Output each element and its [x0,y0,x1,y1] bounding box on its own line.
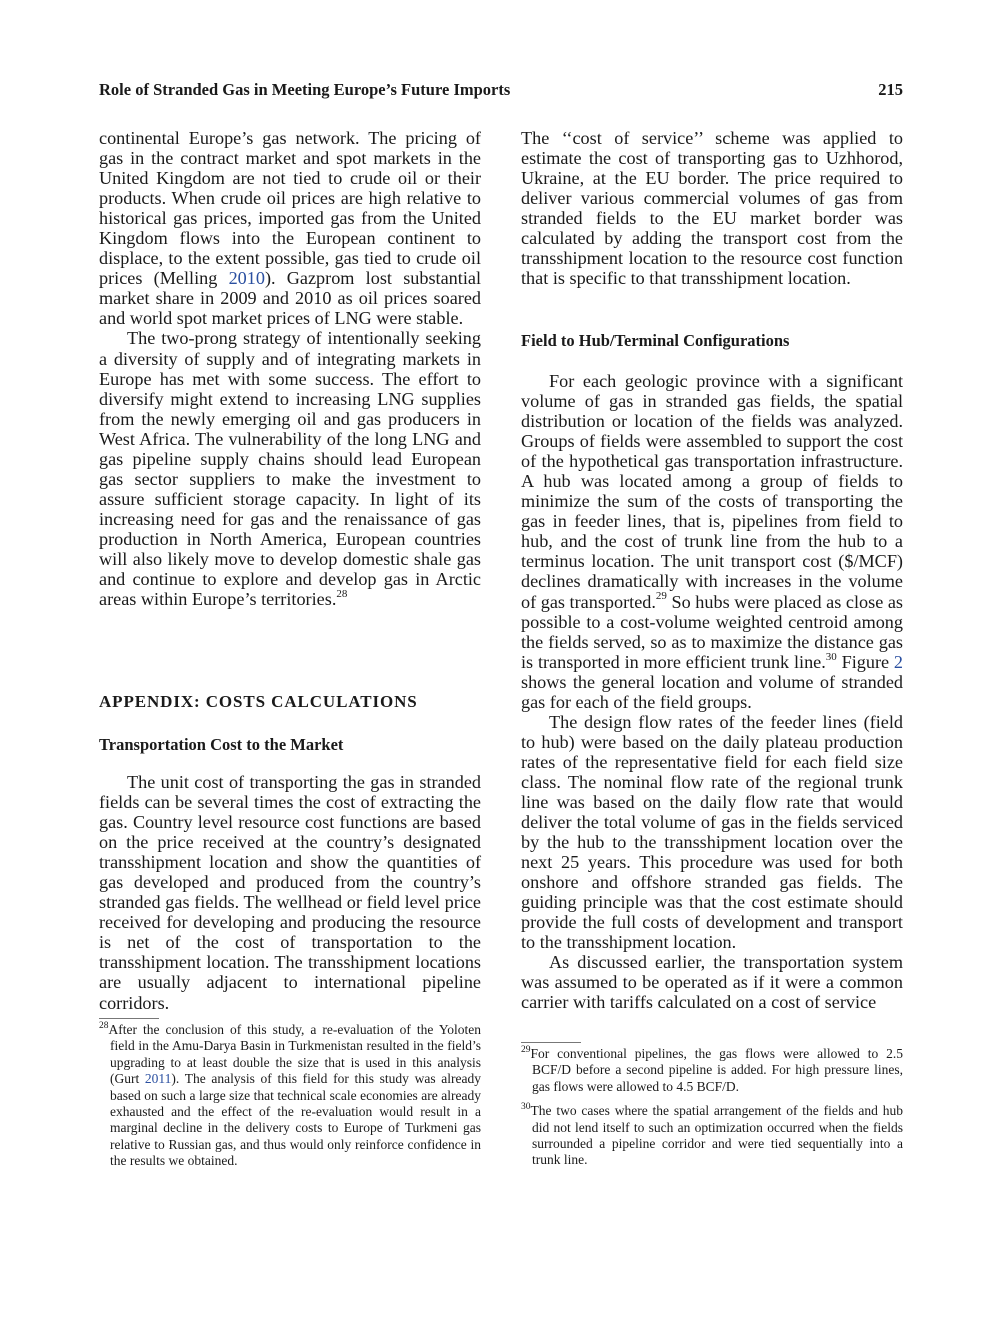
footnote-text: After the conclusion of this study, a re-evaluation of the Yoloten field in the Amu-Darya Basin in Turkmenistan resulted in the field’s upgrading to at least double the size that is used in this analysis (Gurt [108,1022,481,1087]
paragraph: The unit cost of transporting the gas in stranded fields can be several times the cost of extracting the gas. Country level resource cost functions are based on the price received at the country’s designated transshipment location and show the quantities of gas developed and produced from the country’s stranded gas fields. The wellhead or field level price received for developing and producing the resource is net of the cost of transportation to the transshipment location. The transshipment locations are usually adjacent to international pipeline corridors. [99,772,481,1013]
subsection-heading: Field to Hub/Terminal Configurations [521,331,790,350]
paragraph: As discussed earlier, the transportation system was assumed to be operated as if it were a common carrier with tariffs calculated on a cost of service [521,952,903,1013]
footnote-rule [521,1042,581,1043]
left-column-lower [99,772,481,1013]
paragraph [99,328,481,609]
footnotes-right [521,1046,903,1169]
paragraph-text: The two-prong strategy of intentionally seeking a diversity of supply and of integrating markets in Europe has met with some success. The effort to diversify might extend to increasing LNG supplies from the newly emerging oil and gas producers in West Africa. The vulnerability of the long LNG and gas pipeline supply chains should lead European gas sector suppliers to make the investment to assure sufficient storage capacity. In light of its increasing need for gas and the renaissance of gas production in North America, European countries will also likely move to develop domestic shale gas and continue to explore and develop gas in Arctic areas within Europe’s territories. [99,328,481,610]
citation-link[interactable]: 2011 [144,1071,172,1087]
left-column-upper [99,128,481,609]
footnote-number: 29 [521,1044,531,1055]
paragraph-text: ). Gazprom lost substantial market share in 2009 and 2010 as oil prices soared and world spot market prices of LNG were stable. [99,268,481,329]
paragraph [521,371,903,712]
footnote-29 [521,1046,903,1095]
paragraph-text: shows the general location and volume of stranded gas for each of the field groups. [521,671,903,712]
figure-link[interactable]: 2 [893,651,903,672]
footnote-text: ). The analysis of this field for this study was already based on such a large size that technical scale economies are already exhausted and the effect of the re-evaluation would result in a marginal decline in the delivery costs to Europe of Turkmeni gas relative to Russian gas, and thus would only reinforce confidence in the results we obtained. [110,1071,481,1169]
footnote-marker: 30 [825,650,837,663]
page-number: 215 [878,80,903,99]
footnote-text: For conventional pipelines, the gas flows were allowed to 2.5 BCF/D before a second pipeline is added. For high pressure lines, gas flows were allowed to 4.5 BCF/D. [530,1046,903,1094]
footnote-marker: 28 [336,588,348,601]
paragraph-text: For each geologic province with a significant volume of gas in stranded gas fields, the spatial distribution or location of the fields was analyzed. Groups of fields were assembled to support the cost of the hypothetical gas transportation infrastructure. A hub was located among a group of fields to minimize the sum of the costs of transporting the gas in feeder lines, that is, pipelines from field to hub, and the cost of trunk line from the hub to a terminus location. The unit transport cost ($/MCF) declines dramatically with increases in the volume of gas transported. [521,371,903,612]
paragraph: The ‘‘cost of service’’ scheme was applied to estimate the cost of transporting gas to Uzhhorod, Ukraine, at the EU border. The price required to deliver various commercial volumes of gas from stranded fields to the EU market border was calculated by adding the transport cost from the transshipment location to the resource cost function that is specific to that transshipment location. [521,128,903,289]
footnote-rule [99,1018,159,1019]
paragraph: The design flow rates of the feeder lines (field to hub) were based on the daily plateau production rates of the representative field for each field size class. The nominal flow rate of the regional trunk line was based on the daily flow rate that would deliver the total volume of gas in the fields serviced by the hub to the transshipment location over the next 25 years. This procedure was used for both onshore and offshore stranded gas fields. The guiding principle was that the cost estimate should provide the full costs of development and transport to the transshipment location. [521,711,903,953]
paragraph [99,128,481,328]
running-head [99,79,903,101]
running-title: Role of Stranded Gas in Meeting Europe’s Future Imports [99,80,511,99]
footnote-30 [521,1103,903,1169]
footnote-number: 30 [521,1101,531,1112]
subsection-heading: Transportation Cost to the Market [99,735,344,754]
paragraph-text: So hubs were placed as close as possible to a cost-volume weighted centroid among the fields served, so as to maximize the distance gas is transported in more efficient trunk line. [521,591,903,672]
footnote-marker: 29 [655,590,667,603]
citation-link[interactable]: 2010 [228,268,265,289]
footnote-28 [99,1022,481,1170]
right-column-lower [521,371,903,1013]
paragraph-text: continental Europe’s gas network. The pricing of gas in the contract market and spot markets in the United Kingdom are not tied to crude oil or their products. When crude oil prices are high relative to historical gas prices, imported gas from the United Kingdom flows into the European continent to displace, to the extent possible, gas tied to crude oil prices (Melling [99,128,481,289]
footnote-number: 28 [99,1020,109,1031]
paragraph-text: Figure [836,651,894,672]
right-column-upper [521,128,903,288]
section-heading: APPENDIX: COSTS CALCULATIONS [99,692,418,711]
footnotes-left [99,1022,481,1170]
footnote-text: The two cases where the spatial arrangement of the fields and hub did not lend itself to such an optimization occurred when the fields surrounded a pipeline corridor and were tied sequentially into a trunk line. [530,1103,903,1168]
